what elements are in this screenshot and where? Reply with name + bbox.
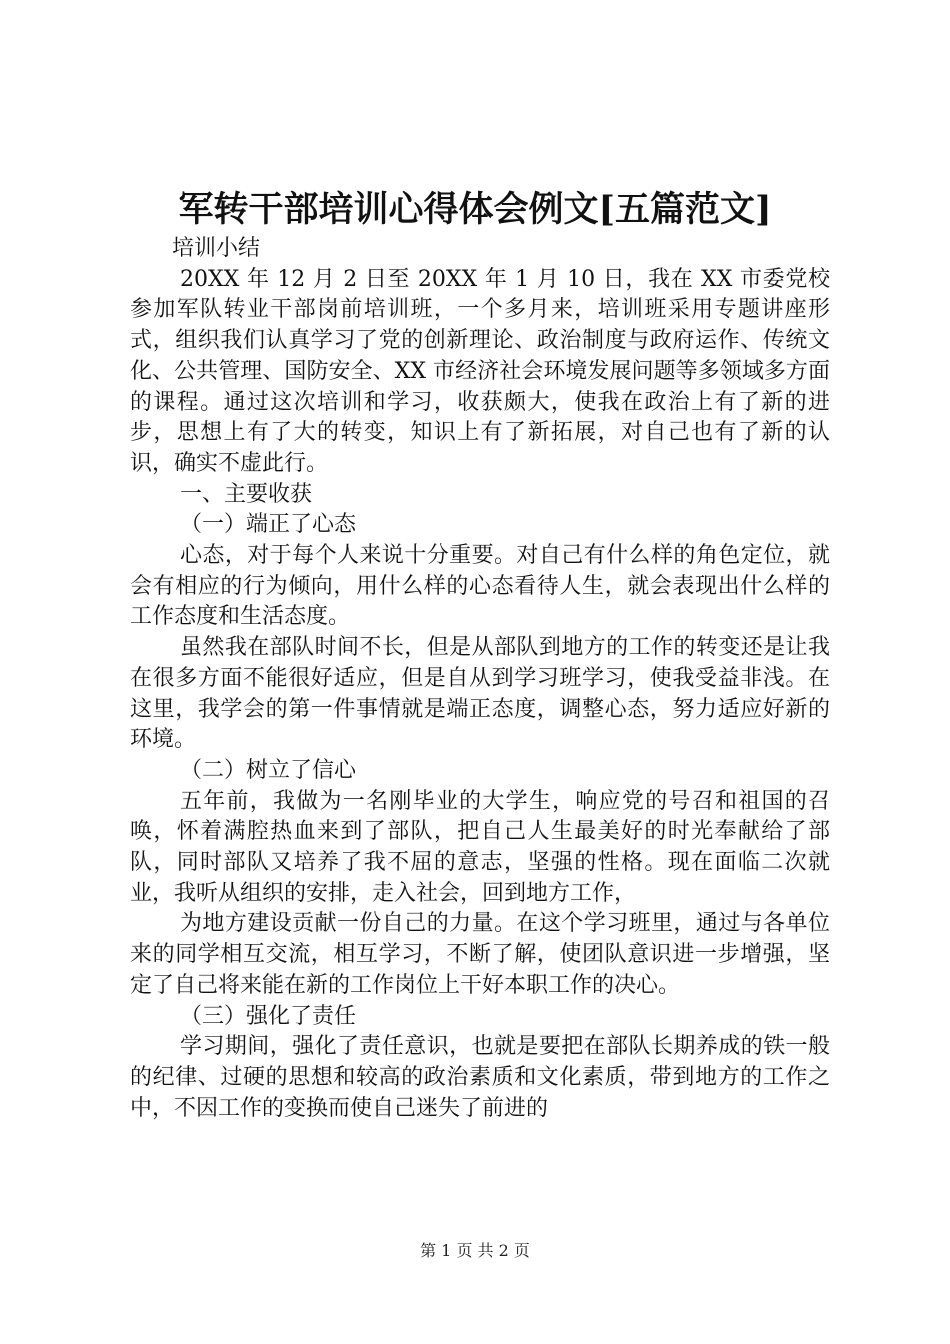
paragraph-confidence-1: 五年前，我做为一名刚毕业的大学生，响应党的号召和祖国的召唤，怀着满腔热血来到了部队，把自己人生最美好的时光奉献给了部队，同时部队又培养了我不屈的意志，坚强的性格。现在面临二次就业，我听从组织的安排，走入社会，回到地方工作， <box>130 788 830 906</box>
document-title: 军转干部培训心得体会例文[五篇范文] <box>178 189 772 230</box>
page-number-footer: 第 1 页 共 2 页 <box>420 1241 530 1260</box>
subheading-confidence: （二）树立了信心 <box>180 757 357 783</box>
paragraph-responsibility: 学习期间，强化了责任意识，也就是要把在部队长期养成的铁一般的纪律、过硬的思想和较高的政治素质和文化素质，带到地方的工作之中，不因工作的变换而使自己迷失了前进的 <box>130 1034 830 1121</box>
paragraph-intro: 20XX 年 12 月 2 日至 20XX 年 1 月 10 日，我在 XX 市委党校参加军队转业干部岗前培训班，一个多月来，培训班采用专题讲座形式，组织我们认真学习了党的创新理论、政治制度与政府运作、传统文化、公共管理、国防安全、XX 市经济社会环境发展问题等多领域多方面的课程。通过这次培训和学习，收获颇大，使我在政治上有了新的进步，思想上有了大的转变，知识上有了新拓展，对自己也有了新的认识，确实不虚此行。 <box>130 266 830 476</box>
paragraph-attitude-1: 心态，对于每个人来说十分重要。对自己有什么样的角色定位，就会有相应的行为倾向，用什么样的心态看待人生，就会表现出什么样的工作态度和生活态度。 <box>130 543 830 630</box>
subheading-attitude: （一）端正了心态 <box>180 512 357 538</box>
section-label-training-summary: 培训小结 <box>172 236 261 261</box>
paragraph-confidence-2: 为地方建设贡献一份自己的力量。在这个学习班里，通过与各单位来的同学相互交流，相互学习，不断了解，使团队意识进一步增强，坚定了自己将来能在新的工作岗位上干好本职工作的决心。 <box>130 911 830 998</box>
heading-main-gains: 一、主要收获 <box>180 481 313 507</box>
paragraph-attitude-2: 虽然我在部队时间不长，但是从部队到地方的工作的转变还是让我在很多方面不能很好适应，但是自从到学习班学习，使我受益非浅。在这里，我学会的第一件事情就是端正态度，调整心态，努力适应好新的环境。 <box>130 635 830 753</box>
subheading-responsibility: （三）强化了责任 <box>180 1003 357 1029</box>
document-body <box>130 234 830 1124</box>
